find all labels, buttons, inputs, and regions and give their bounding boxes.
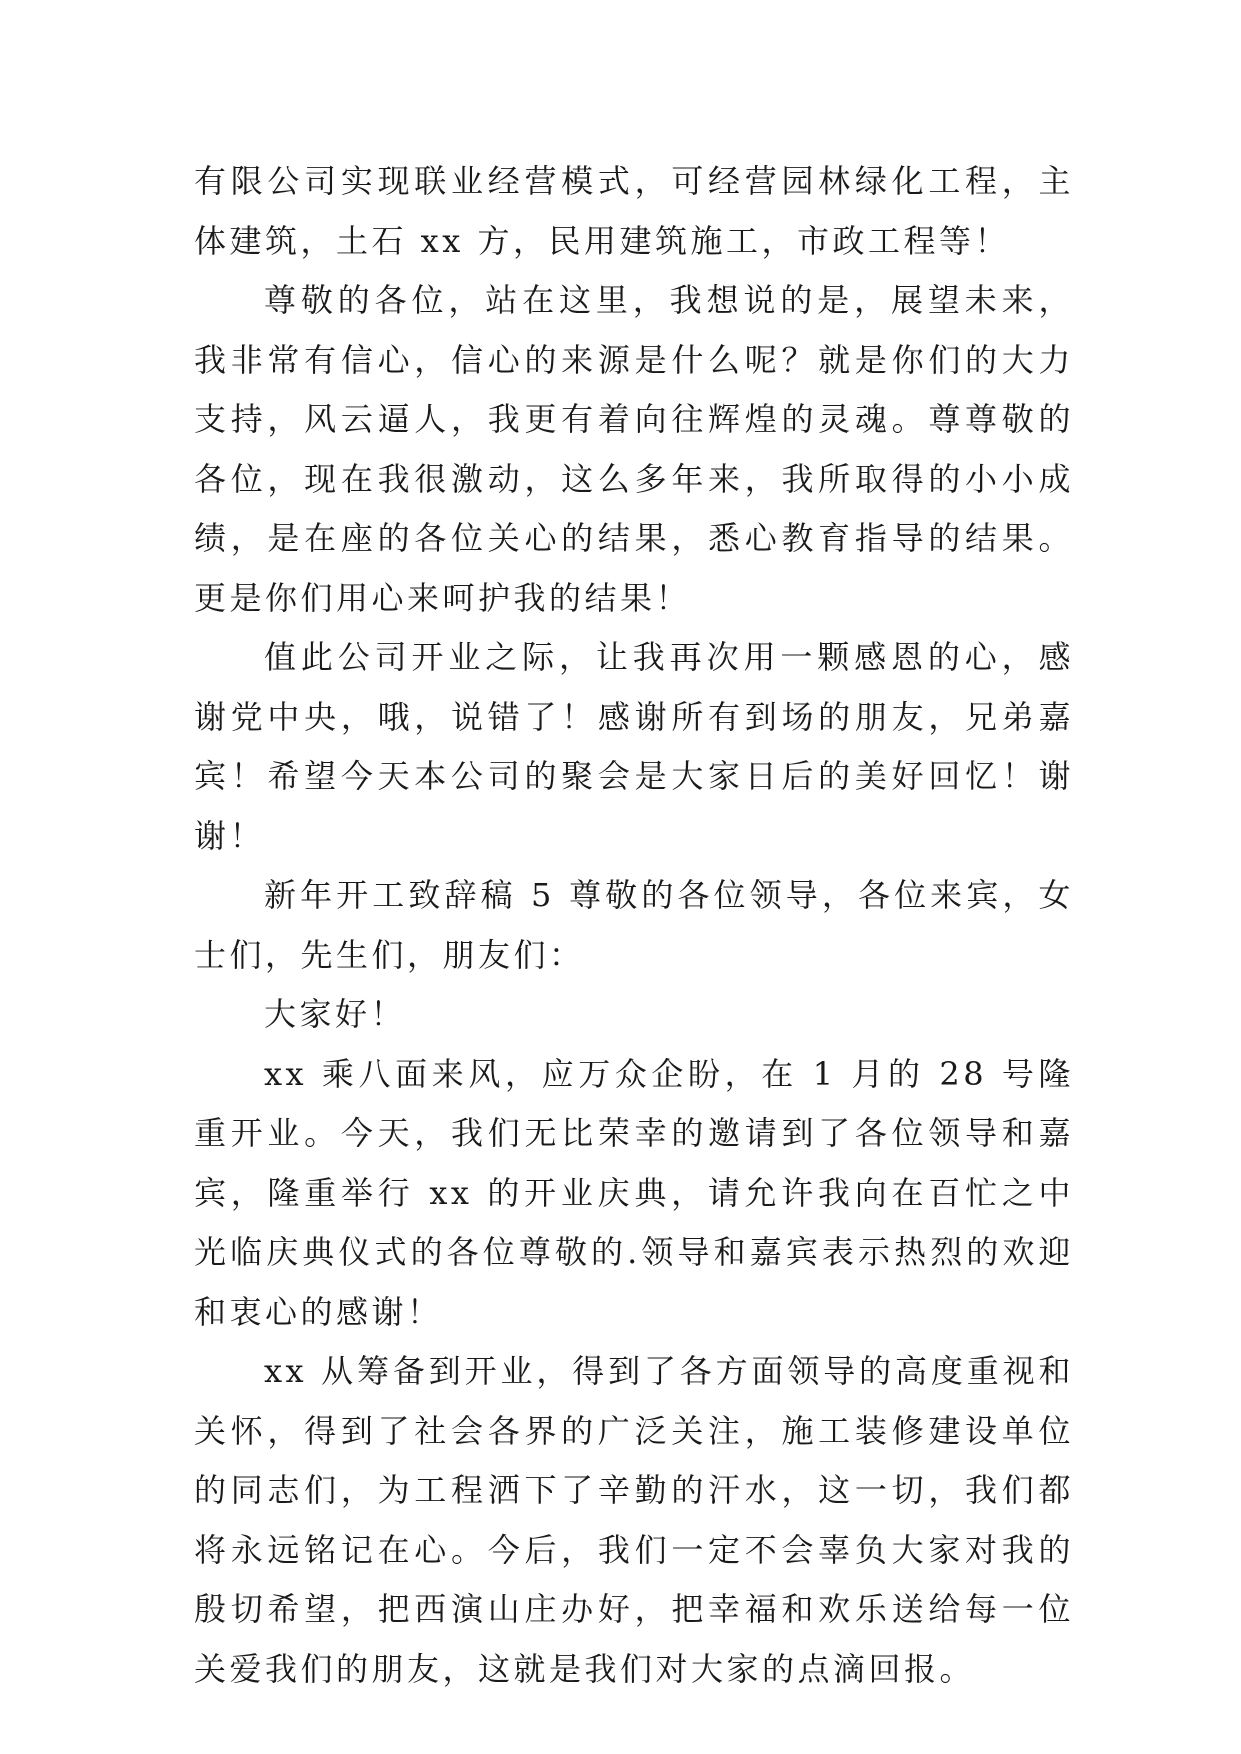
paragraph-2: 尊敬的各位，站在这里，我想说的是，展望未来，我非常有信心，信心的来源是什么呢？就是你们的大力支持，风云逼人，我更有着向往辉煌的灵魂。尊尊敬的各位，现在我很激动，这么多年来，我所取得的小小成绩，是在座的各位关心的结果，悉心教育指导的结果。更是你们用心来呵护我的结果！ xyxy=(194,281,1074,617)
paragraph-7: xx 从筹备到开业，得到了各方面领导的高度重视和关怀，得到了社会各界的广泛关注，施工装修建设单位的同志们，为工程洒下了辛勤的汗水，这一切，我们都将永远铭记在心。今后，我们一定不会辜负大家对我的殷切希望，把西演山庄办好，把幸福和欢乐送给每一位关爱我们的朋友，这就是我们对大家的点滴回报。 xyxy=(194,1352,1074,1688)
document-body xyxy=(194,152,1074,1699)
paragraph-4: 新年开工致辞稿 5 尊敬的各位领导，各位来宾，女士们，先生们，朋友们： xyxy=(194,876,1074,974)
paragraph-5: 大家好！ xyxy=(264,995,407,1033)
paragraph-1: 有限公司实现联业经营模式，可经营园林绿化工程，主体建筑，土石 xx 方，民用建筑施工，市政工程等！ xyxy=(194,162,1074,260)
paragraph-6: xx 乘八面来风，应万众企盼，在 1 月的 28 号隆重开业。今天，我们无比荣幸的邀请到了各位领导和嘉宾，隆重举行 xx 的开业庆典，请允许我向在百忙之中光临庆典仪式的各位尊敬的.领导和嘉宾表示热烈的欢迎和衷心的感谢！ xyxy=(194,1054,1074,1331)
paragraph-3: 值此公司开业之际，让我再次用一颗感恩的心，感谢党中央，哦，说错了！感谢所有到场的朋友，兄弟嘉宾！希望今天本公司的聚会是大家日后的美好回忆！谢谢！ xyxy=(194,638,1074,855)
